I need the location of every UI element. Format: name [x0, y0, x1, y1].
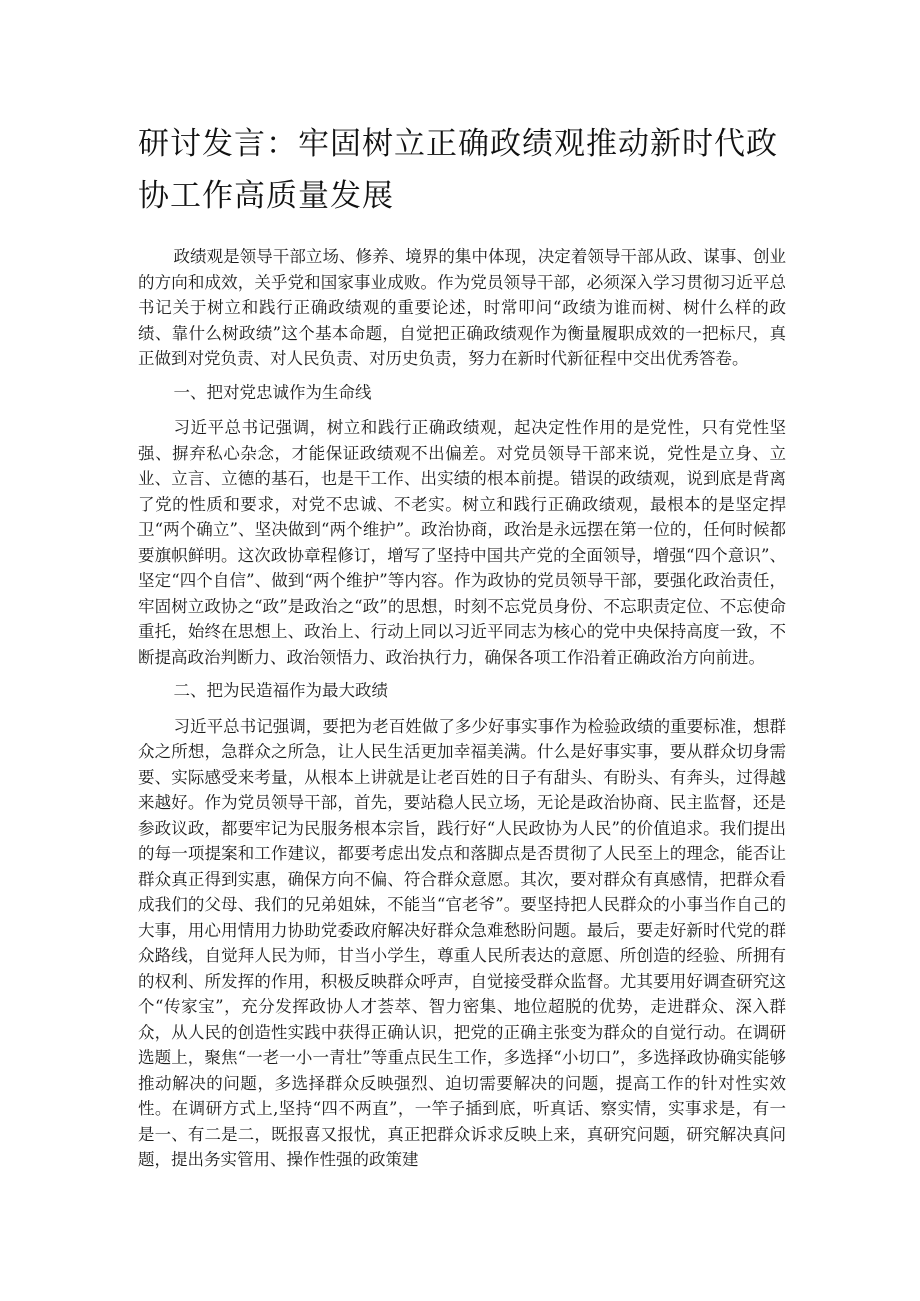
section-body-1: 习近平总书记强调，树立和践行正确政绩观，起决定性作用的是党性，只有党性坚强、摒弃私心杂念，才能保证政绩观不出偏差。对党员领导干部来说，党性是立身、立业、立言、立德的基石，也是干工作、出实绩的根本前提。错误的政绩观，说到底是背离了党的性质和要求，对党不忠诚、不老实。树立和践行正确政绩观，最根本的是坚定捍卫“两个确立”、坚决做到“两个维护”。政治协商，政治是永远摆在第一位的，任何时候都要旗帜鲜明。这次政协章程修订，增写了坚持中国共产党的全面领导，增强“四个意识”、坚定“四个自信”、做到“两个维护”等内容。作为政协的党员领导干部，要强化政治责任，牢固树立政协之“政”是政治之“政”的思想，时刻不忘党员身份、不忘职责定位、不忘使命重托，始终在思想上、政治上、行动上同以习近平同志为核心的党中央保持高度一致，不断提高政治判断力、政治领悟力、政治执行力，确保各项工作沿着正确政治方向前进。 — [138, 418, 786, 667]
section-heading-2: 二、把为民造福作为最大政绩 — [173, 681, 388, 700]
document-title: 研讨发言：牢固树立正确政绩观推动新时代政协工作高质量发展 — [138, 126, 778, 214]
section-heading-1: 一、把对党忠诚作为生命线 — [173, 382, 372, 402]
intro-paragraph: 政绩观是领导干部立场、修养、境界的集中体现，决定着领导干部从政、谋事、创业的方向和成效，关乎党和国家事业成败。作为党员领导干部，必须深入学习贯彻习近平总书记关于树立和践行正确政绩观的重要论述，时常叩问“政绩为谁而树、树什么样的政绩、靠什么树政绩”这个基本命题，自觉把正确政绩观作为衡量履职成效的一把标尺，真正做到对党负责、对人民负责、对历史负责，努力在新时代新征程中交出优秀答卷。 — [138, 247, 786, 368]
document-page — [138, 118, 786, 1179]
document-body — [138, 244, 786, 1173]
section-body-2: 习近平总书记强调，要把为老百姓做了多少好事实事作为检验政绩的重要标准，想群众之所想，急群众之所急，让人民生活更加幸福美满。什么是好事实事，要从群众切身需要、实际感受来考量，从根本上讲就是让老百姓的日子有甜头、有盼头、有奔头，过得越来越好。作为党员领导干部，首先，要站稳人民立场，无论是政治协商、民主监督，还是参政议政，都要牢记为民服务根本宗旨，践行好“人民政协为人民”的价值追求。我们提出的每一项提案和工作建议，都要考虑出发点和落脚点是否贯彻了人民至上的理念，能否让群众真正得到实惠，确保方向不偏、符合群众意愿。其次，要对群众有真感情，把群众看成我们的父母、我们的兄弟姐妹，不能当“官老爷”。要坚持把人民群众的小事当作自己的大事，用心用情用力协助党委政府解决好群众急难愁盼问题。最后，要走好新时代党的群众路线，自觉拜人民为师，甘当小学生，尊重人民所表达的意愿、所创造的经验、所拥有的权利、所发挥的作用，积极反映群众呼声，自觉接受群众监督。尤其要用好调查研究这个“传家宝”，充分发挥政协人才荟萃、智力密集、地位超脱的优势，走进群众、深入群众，从人民的创造性实践中获得正确认识，把党的正确主张变为群众的自觉行动。在调研选题上，聚焦“一老一小一青壮”等重点民生工作，多选择“小切口”，多选择政协确实能够推动解决的问题，多选择群众反映强烈、迫切需要解决的问题，提高工作的针对性实效性。在调研方式上,坚持“四不两直”，一竿子插到底，听真话、察实情，实事求是，有一是一、有二是二，既报喜又报忧，真正把群众诉求反映上来，真研究问题，研究解决真问题，提出务实管用、操作性强的政策建 — [138, 716, 786, 1169]
